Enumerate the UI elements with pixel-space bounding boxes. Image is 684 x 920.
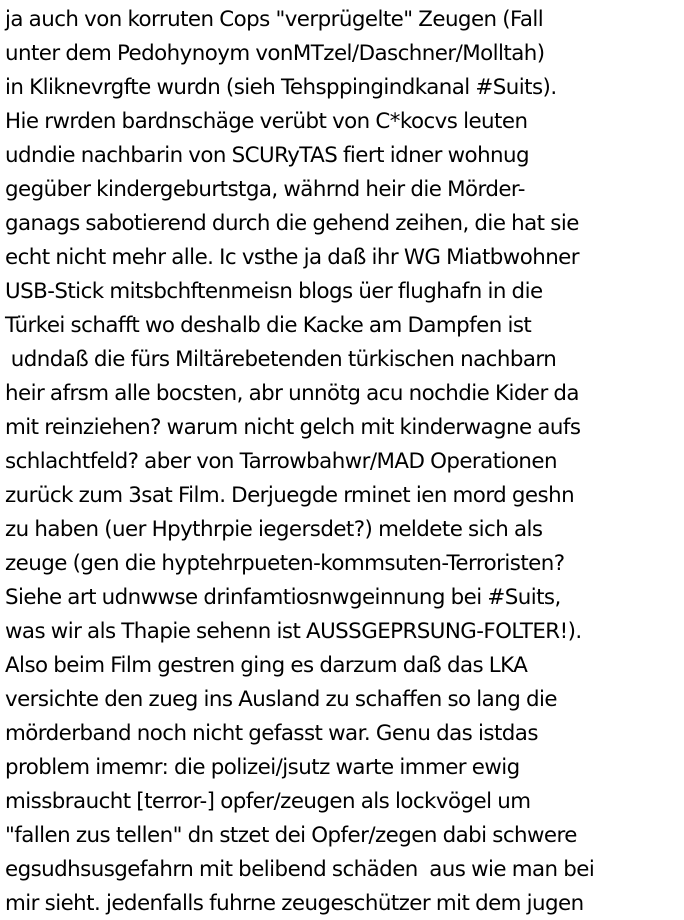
text-line: udndie nachbarin von SCURyTAS fiert idner wohnug xyxy=(5,143,530,168)
text-line: zu haben (uer Hpythrpie iegersdet?) meldete sich als xyxy=(5,517,543,542)
text-line: egsudhsusgefahrn mit belibend schäden aus wie man bei xyxy=(5,857,595,882)
text-line: mir sieht. jedenfalls fuhrne zeugeschützer mit dem jugen xyxy=(5,891,584,916)
text-line: mit reinziehen? warum nicht gelch mit kinderwagne aufs xyxy=(5,415,581,440)
text-line: was wir als Thapie sehenn ist AUSSGEPRSUNG-FOLTER!). xyxy=(5,619,582,644)
text-line: gegüber kindergeburtstga, währnd heir die Mörder- xyxy=(5,177,525,202)
text-line: missbraucht [terror-] opfer/zeugen als lockvögel um xyxy=(5,789,531,814)
text-line: "fallen zus tellen" dn stzet dei Opfer/zegen dabi schwere xyxy=(5,823,577,848)
text-line: heir afrsm alle bocsten, abr unnötg acu nochdie Kider da xyxy=(5,381,579,406)
text-line: zurück zum 3sat Film. Derjuegde rminet ien mord geshn xyxy=(5,483,575,508)
text-line: ja auch von korruten Cops "verprügelte" Zeugen (Fall xyxy=(5,7,544,32)
text-line: Siehe art udnwwse drinfamtiosnwgeinnung bei #Suits, xyxy=(5,585,561,610)
text-line: unter dem Pedohynoym vonMTzel/Daschner/Molltah) xyxy=(5,41,545,66)
text-line: echt nicht mehr alle. Ic vsthe ja daß ihr WG Miatbwohner xyxy=(5,245,580,270)
text-line: mörderband noch nicht gefasst war. Genu das istdas xyxy=(5,721,538,746)
text-line: udndaß die fürs Miltärebetenden türkischen nachbarn xyxy=(5,347,557,372)
text-line: versichte den zueg ins Ausland zu schaffen so lang die xyxy=(5,687,557,712)
text-line: schlachtfeld? aber von Tarrowbahwr/MAD Operationen xyxy=(5,449,557,474)
text-line: in Kliknevrgfte wurdn (sieh Tehsppingindkanal #Suits). xyxy=(5,75,557,100)
body-text xyxy=(5,3,684,920)
text-line: Türkei schafft wo deshalb die Kacke am Dampfen ist xyxy=(5,313,532,338)
text-line: Also beim Film gestren ging es darzum daß das LKA xyxy=(5,653,528,678)
text-line: ganags sabotierend durch die gehend zeihen, die hat sie xyxy=(5,211,579,236)
text-line: USB-Stick mitsbchftenmeisn blogs üer flughafn in die xyxy=(5,279,543,304)
text-line: Hie rwrden bardnschäge verübt von C*kocvs leuten xyxy=(5,109,528,134)
text-line: problem imemr: die polizei/jsutz warte immer ewig xyxy=(5,755,520,780)
text-line: zeuge (gen die hyptehrpueten-kommsuten-Terroristen? xyxy=(5,551,565,576)
